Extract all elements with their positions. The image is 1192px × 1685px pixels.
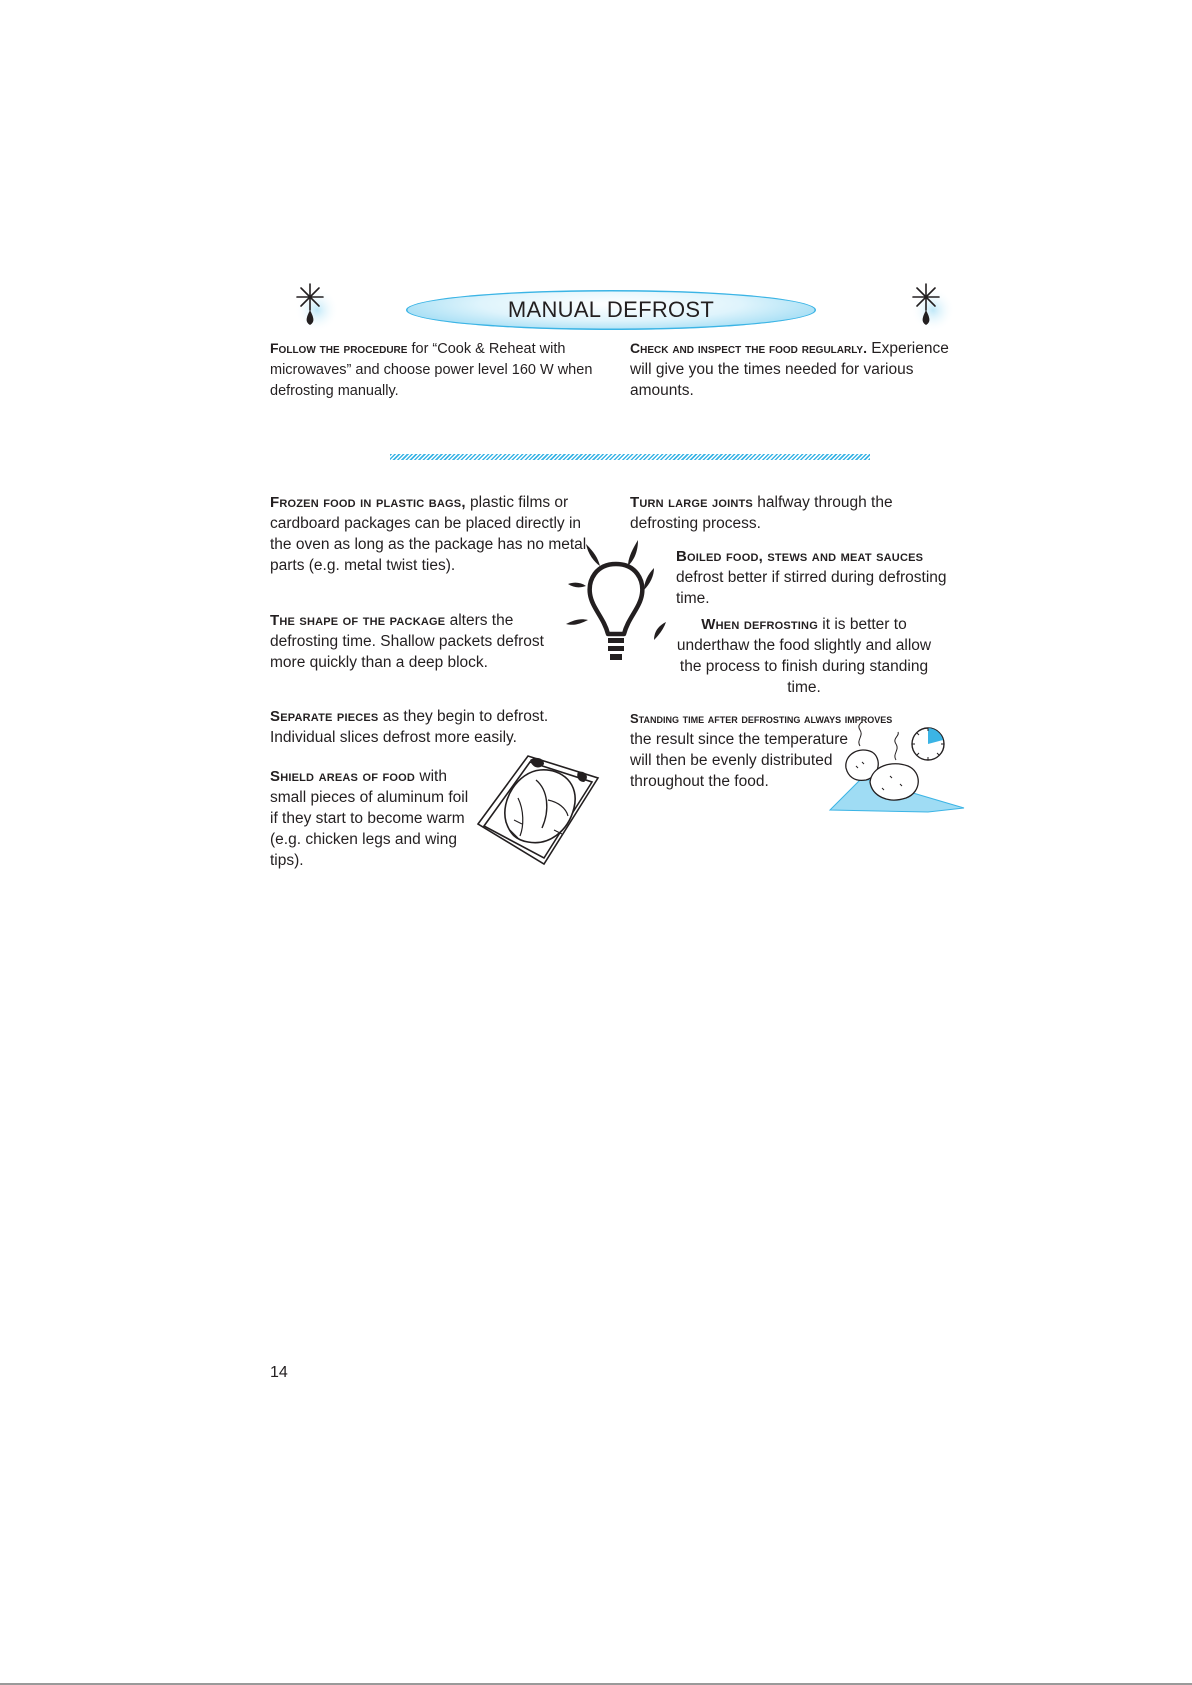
tip-frozen-food — [270, 492, 604, 576]
tip-lead: Separate pieces — [270, 708, 379, 725]
tip-lead: Standing time after defrosting always improves — [630, 711, 893, 726]
tip-lead: Turn large joints — [630, 494, 753, 511]
tip-lead: Check and inspect the food regularly. — [630, 340, 867, 356]
standing-food-timer-illustration — [826, 722, 966, 814]
tip-text: alters the defrosting time. Shallow packets defrost more quickly than a deep block. — [270, 612, 544, 671]
tip-lead: Boiled food, stews and meat sauces — [676, 548, 924, 565]
tip-text: halfway through the defrosting process. — [630, 494, 893, 532]
tip-lead: Shield areas of food — [270, 768, 416, 785]
tip-text: as they begin to defrost. Individual slices defrost more easily. — [270, 708, 549, 746]
chicken-foil-illustration — [470, 750, 605, 870]
tip-package-shape — [270, 610, 548, 673]
page-number: 14 — [270, 1364, 288, 1381]
tip-shield-areas — [270, 766, 470, 871]
tip-lead: The shape of the package — [270, 612, 446, 629]
lightbulb-icon — [556, 536, 676, 672]
tip-text: plastic films or cardboard packages can be placed directly in the oven as long as the package has no metal parts (e.g. metal twist ties). — [270, 494, 587, 574]
tip-lead: Frozen food in plastic bags, — [270, 494, 466, 511]
tip-when-defrosting — [664, 614, 944, 698]
tip-text: it is better to underthaw the food slightly and allow the process to finish during standing time. — [676, 616, 932, 696]
tip-follow-procedure — [270, 338, 600, 402]
tip-text: the result since the temperature will then be evenly distributed throughout the food. — [630, 731, 848, 790]
tip-check-food — [630, 338, 950, 401]
tip-text: with small pieces of aluminum foil if they start to become warm (e.g. chicken legs and wing tips). — [270, 768, 469, 869]
tip-lead: When defrosting — [701, 616, 818, 633]
tip-text: Experience will give you the times needed for various amounts. — [630, 340, 949, 399]
tip-boiled-food — [676, 546, 966, 609]
tip-separate-pieces — [270, 706, 570, 748]
defrost-snowflake-icon — [283, 280, 339, 336]
section-divider — [390, 454, 870, 460]
defrost-snowflake-icon — [899, 280, 955, 336]
tip-lead: Follow the procedure — [270, 340, 408, 356]
tip-text: for “Cook & Reheat with microwaves” and choose power level 160 W when defrosting manually. — [270, 341, 593, 399]
tip-text: defrost better if stirred during defrosting time. — [676, 569, 947, 607]
tip-turn-joints — [630, 492, 960, 534]
page-title: MANUAL DEFROST — [507, 297, 715, 322]
